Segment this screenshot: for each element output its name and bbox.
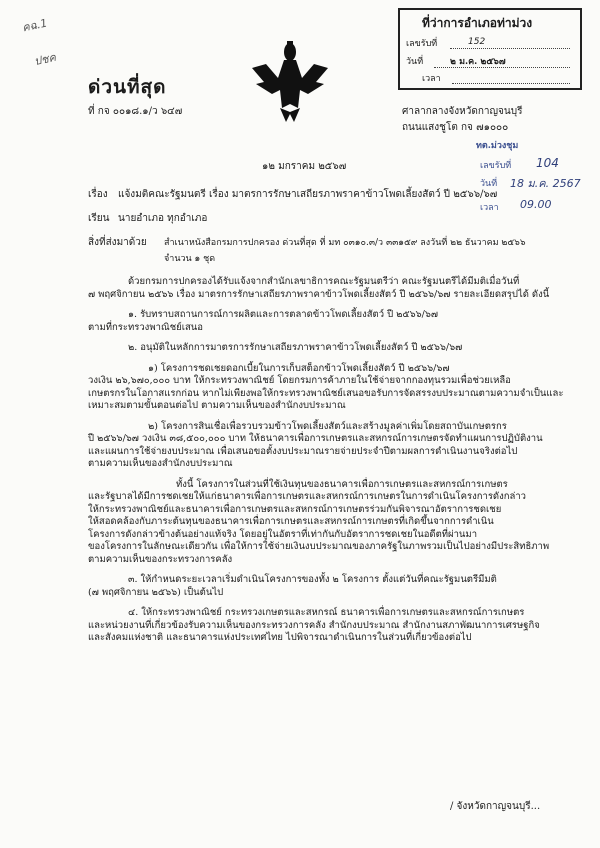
body-line: ๔. ให้กระทรวงพาณิชย์ กระทรวงเกษตรและสหกรณ์ ธนาคารเพื่อการเกษตรและสหกรณ์การเกษตร xyxy=(128,607,525,618)
receipt-stamp-title: ที่ว่าการอำเภอท่าม่วง xyxy=(422,16,533,30)
body-line: เหมาะสมตามขั้นตอนต่อไป ตามความเห็นของสำนักงบประมาณ xyxy=(88,400,346,411)
body-line: ให้กระทรวงพาณิชย์และธนาคารเพื่อการเกษตรและสหกรณ์การเกษตรร่วมกันพิจารณาอัตราการชดเชย xyxy=(88,503,502,515)
enclosure: สำเนาหนังสือกรมการปกครอง ด่วนที่สุด ที่ มท ๐๓๑๐.๓/ว ๓๓๑๕๙ ลงวันที่ ๒๒ ธันวาคม ๒๕๖๖ xyxy=(164,238,526,248)
body-line: ๓. ให้กำหนดระยะเวลาเริ่มดำเนินโครงการของทั้ง ๒ โครงการ ตั้งแต่วันที่คณะรัฐมนตรีมีมติ xyxy=(128,574,497,585)
enclosure-label: สิ่งที่ส่งมาด้วย xyxy=(88,237,147,248)
body-line: ของโครงการในลักษณะเดียวกัน เพื่อให้การใช้จ่ายเงินงบประมาณของภาครัฐในภาพรวมเป็นไปอย่างมีประสิทธิภาพ xyxy=(88,541,550,552)
body-line: และสังคมแห่งชาติ และธนาคารแห่งประเทศไทย ไปพิจารณาดำเนินการในส่วนที่เกี่ยวข้องต่อไป xyxy=(88,632,472,643)
body-line: (๗ พฤศจิกายน ๒๕๖๖) เป็นต้นไป xyxy=(88,586,224,598)
sender-address-line1: ศาลากลางจังหวัดกาญจนบุรี xyxy=(402,106,523,117)
receipt-time-label: เวลา xyxy=(422,74,441,84)
margin-note-1: คฉ.1 xyxy=(21,16,49,35)
body-line: ๑) โครงการชดเชยดอกเบี้ยในการเก็บสต็อกข้าวโพดเลี้ยงสัตว์ ปี ๒๕๖๖/๖๗ xyxy=(148,362,450,374)
garuda-emblem-icon xyxy=(250,38,330,128)
body-line: โครงการดังกล่าวข้างต้นอย่างแท้จริง โดยอยู่ในอัตราที่เท่ากันกับอัตราการชดเชยในอดีตที่ผ่านมา xyxy=(88,528,478,540)
body-line: ให้สอดคล้องกับภาระต้นทุนของธนาคารเพื่อการเกษตรและสหกรณ์การเกษตรที่เกิดขึ้นจากการดำเนิน xyxy=(88,516,494,527)
body-line: ตามที่กระทรวงพาณิชย์เสนอ xyxy=(88,321,203,333)
continuation-marker: / จังหวัดกาญจนบุรี... xyxy=(450,801,541,812)
body-line: ทั้งนี้ โครงการในส่วนที่ใช้เงินทุนของธนาคารเพื่อการเกษตรและสหกรณ์การเกษตร xyxy=(176,478,508,490)
local-stamp-recv-label: เลขรับที่ xyxy=(480,161,512,171)
local-stamp-title: ทต.ม่วงชุม xyxy=(476,141,519,151)
receipt-stamp xyxy=(398,8,582,90)
receipt-number: 152 xyxy=(468,37,486,47)
to-recipient: นายอำเภอ ทุกอำเภอ xyxy=(118,213,208,224)
document-body xyxy=(88,276,568,645)
sender-address-line2: ถนนแสงชูโต กจ ๗๑๐๐๐ xyxy=(402,122,509,133)
to-label: เรียน xyxy=(88,213,110,224)
body-line: ๒) โครงการสินเชื่อเพื่อรวบรวมข้าวโพดเลี้ยงสัตว์และสร้างมูลค่าเพิ่มโดยสถาบันเกษตรกร xyxy=(148,420,507,432)
body-line: ตามความเห็นของกระทรวงการคลัง xyxy=(88,553,233,565)
document-date: ๑๒ มกราคม ๒๕๖๗ xyxy=(262,161,347,172)
receipt-date-label: วันที่ xyxy=(406,57,424,67)
local-stamp-recv: 104 xyxy=(536,156,559,170)
body-line: ๒. อนุมัติในหลักการมาตรการรักษาเสถียรภาพราคาข้าวโพดเลี้ยงสัตว์ ปี ๒๕๖๖/๖๗ xyxy=(128,342,463,353)
document-number: ที่ กจ ๐๐๑๘.๑/ว ๖๔๗ xyxy=(88,106,183,117)
local-stamp-date-label: วันที่ xyxy=(480,179,498,189)
body-line: ๗ พฤศจิกายน ๒๕๖๖ เรื่อง มาตรการรักษาเสถียรภาพราคาข้าวโพดเลี้ยงสัตว์ ปี ๒๕๖๖/๖๗ รายละเอียดสรุปได้ ดังนี้ xyxy=(88,288,550,300)
receipt-date: ๒ ม.ค. ๒๕๖๗ xyxy=(450,57,506,67)
body-line: และแผนการใช้จ่ายงบประมาณ เพื่อเสนอขอตั้งงบประมาณรายจ่ายประจำปีตามผลการดำเนินงานจริงต่อไป xyxy=(88,445,518,457)
subject: แจ้งมติคณะรัฐมนตรี เรื่อง มาตรการรักษาเสถียรภาพราคาข้าวโพดเลี้ยงสัตว์ ปี ๒๕๖๖/๖๗ xyxy=(118,189,498,200)
subject-label: เรื่อง xyxy=(88,189,108,200)
margin-note-2: ปชค xyxy=(32,50,58,69)
urgent-heading: ด่วนที่สุด xyxy=(88,76,167,98)
body-line: เกษตรกรในโอกาสแรกก่อน หากไม่เพียงพอให้กระทรวงพาณิชย์เสนอขอรับการจัดสรรงบประมาณตามความจำเป็นและ xyxy=(88,387,564,399)
body-line: ปี ๒๕๖๖/๖๗ วงเงิน ๓๘,๕๐๐,๐๐๐ บาท ให้ธนาคารเพื่อการเกษตรและสหกรณ์การเกษตรจัดทำแผนการปฏิบัติงาน xyxy=(88,433,543,444)
receipt-number-label: เลขรับที่ xyxy=(406,39,438,49)
body-line: และรัฐบาลได้มีการชดเชยให้แก่ธนาคารเพื่อการเกษตรและสหกรณ์การเกษตรในการดำเนินโครงการดังกล่าว xyxy=(88,491,526,502)
body-line: ๑. รับทราบสถานการณ์การผลิตและการตลาดข้าวโพดเลี้ยงสัตว์ ปี ๒๕๖๖/๖๗ xyxy=(128,309,439,320)
local-stamp-date: 18 ม.ค. 2567 xyxy=(510,177,581,190)
local-stamp-time: 09.00 xyxy=(520,198,552,211)
body-line: ตามความเห็นของสำนักงบประมาณ xyxy=(88,458,233,469)
body-line: และหน่วยงานที่เกี่ยวข้องรับความเห็นของกระทรวงการคลัง สำนักงบประมาณ สำนักงานสภาพัฒนาการเศรษฐกิจ xyxy=(88,619,540,631)
body-line: วงเงิน ๒๖,๖๗๐,๐๐๐ บาท ให้กระทรวงพาณิชย์ โดยกรมการค้าภายในใช้จ่ายจากกองทุนรวมเพื่อช่วยเหลือ xyxy=(88,375,511,386)
enclosure-count: จำนวน ๑ ชุด xyxy=(164,254,216,264)
body-line: ด้วยกรมการปกครองได้รับแจ้งจากสำนักเลขาธิการคณะรัฐมนตรีว่า คณะรัฐมนตรีได้มีมติเมื่อวันที่ xyxy=(128,276,520,287)
local-stamp-time-label: เวลา xyxy=(480,203,499,213)
